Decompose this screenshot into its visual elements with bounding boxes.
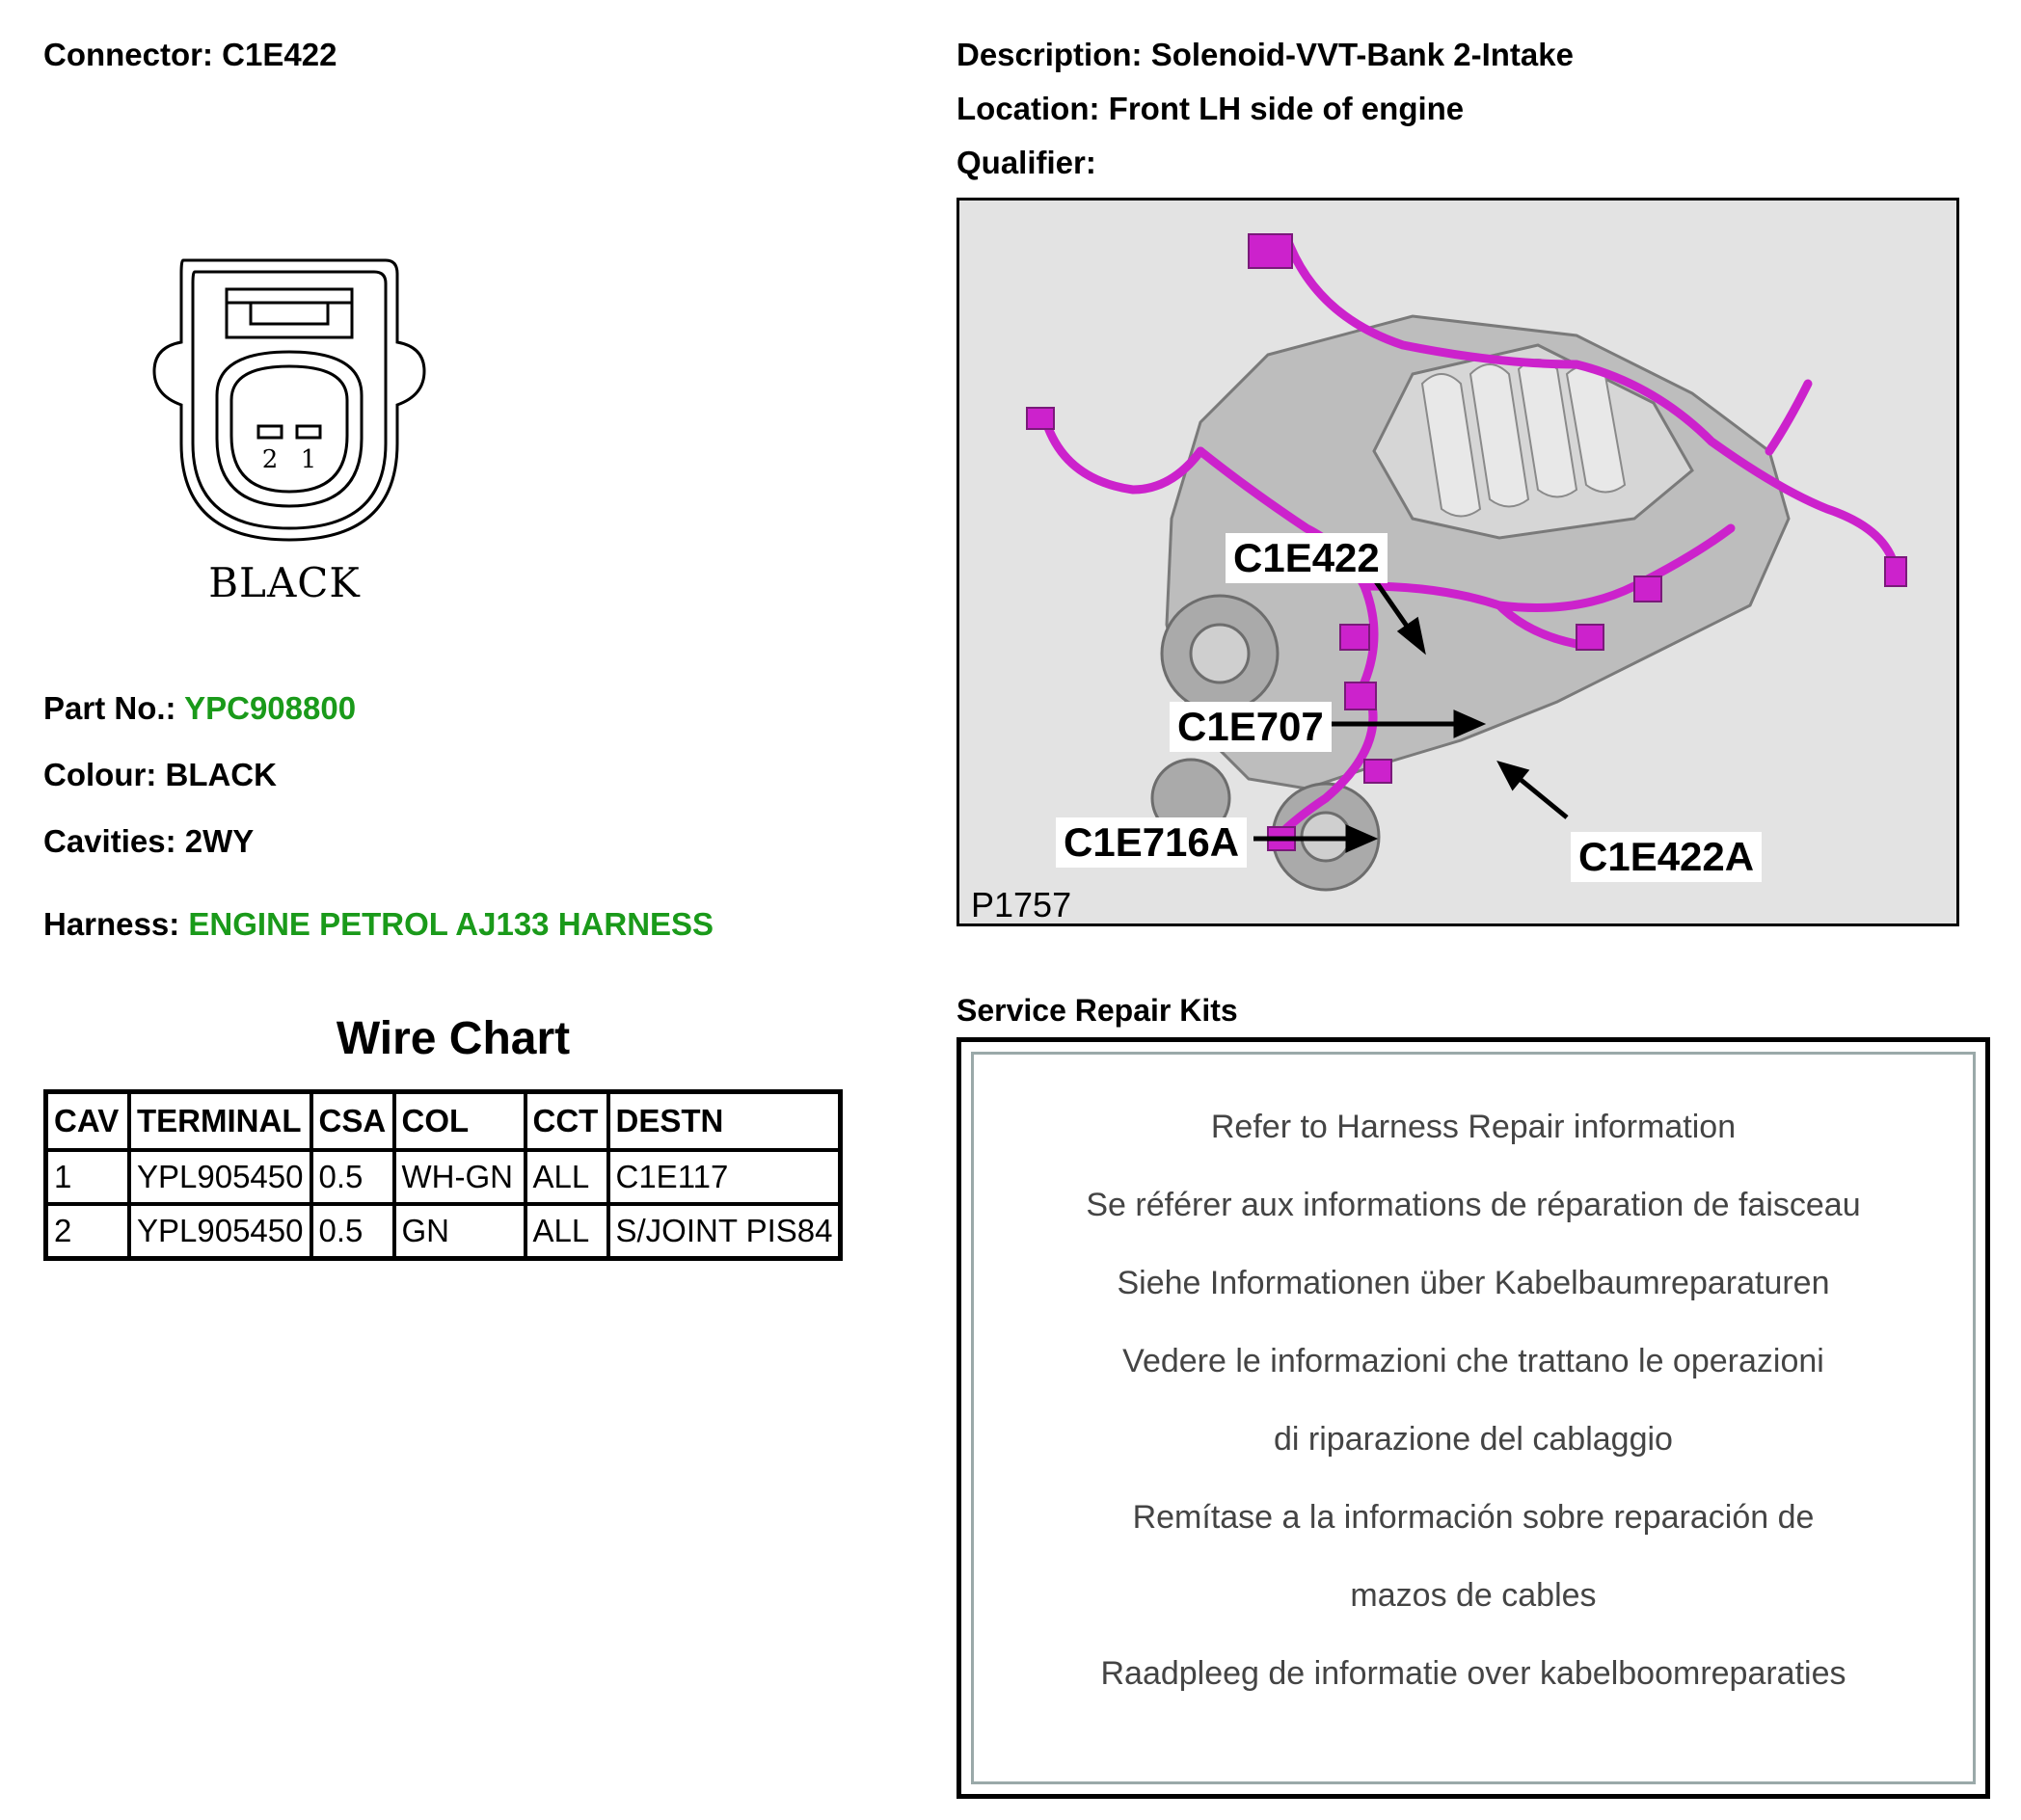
pin-2-number: 2 bbox=[261, 445, 279, 474]
table-row bbox=[46, 1150, 841, 1204]
service-repair-kits-box bbox=[957, 1037, 1990, 1799]
repair-line: Vedere le informazioni che trattano le operazioni bbox=[1122, 1343, 1824, 1379]
location-value: Front LH side of engine bbox=[1108, 91, 1465, 126]
callout-c1e716a: C1E716A bbox=[1056, 817, 1247, 868]
wire-chart-title: Wire Chart bbox=[336, 1013, 571, 1064]
location-label: Location: bbox=[957, 91, 1100, 126]
col-terminal-header: TERMINAL bbox=[129, 1092, 311, 1151]
col-csa-header: CSA bbox=[311, 1092, 394, 1151]
service-repair-kits-inner-border bbox=[971, 1052, 1976, 1784]
repair-line: Siehe Informationen über Kabelbaumreparaturen bbox=[1117, 1265, 1830, 1301]
service-repair-kits-title: Service Repair Kits bbox=[957, 993, 1238, 1028]
cell-cct: ALL bbox=[525, 1150, 608, 1204]
repair-line: Remítase a la información sobre reparación de bbox=[1132, 1499, 1815, 1536]
cell-terminal: YPL905450 bbox=[129, 1204, 311, 1259]
cavities-row bbox=[43, 823, 254, 860]
cavities-label: Cavities: bbox=[43, 823, 176, 859]
qualifier-label: Qualifier: bbox=[957, 145, 1096, 180]
repair-line: Raadpleeg de informatie over kabelboomreparaties bbox=[1100, 1655, 1846, 1692]
location-heading bbox=[957, 91, 1464, 127]
cell-terminal: YPL905450 bbox=[129, 1150, 311, 1204]
cell-destn: C1E117 bbox=[608, 1150, 841, 1204]
cavities-value: 2WY bbox=[184, 823, 255, 859]
description-value: Solenoid-VVT-Bank 2-Intake bbox=[1150, 37, 1574, 72]
pin-1-number: 1 bbox=[300, 445, 317, 474]
cell-cct: ALL bbox=[525, 1204, 608, 1259]
wire-chart-table bbox=[43, 1089, 843, 1261]
cell-col: WH-GN bbox=[394, 1150, 525, 1204]
connector-face-diagram bbox=[145, 251, 434, 559]
colour-row bbox=[43, 757, 277, 793]
cell-destn: S/JOINT PIS84 bbox=[608, 1204, 841, 1259]
table-row bbox=[46, 1204, 841, 1259]
part-no-link[interactable]: YPC908800 bbox=[184, 690, 357, 726]
cell-cav: 2 bbox=[46, 1204, 130, 1259]
engine-location-image bbox=[957, 198, 1959, 926]
colour-label: Colour: bbox=[43, 757, 157, 792]
engine-illustration bbox=[959, 201, 1956, 923]
connector-value: C1E422 bbox=[222, 37, 337, 72]
part-no-label: Part No.: bbox=[43, 690, 176, 726]
col-cct-header: CCT bbox=[525, 1092, 608, 1151]
col-destn-header: DESTN bbox=[608, 1092, 841, 1151]
callout-c1e422: C1E422 bbox=[1226, 533, 1388, 583]
part-no-row bbox=[43, 690, 356, 727]
cell-cav: 1 bbox=[46, 1150, 130, 1204]
callout-c1e422a: C1E422A bbox=[1571, 832, 1762, 882]
repair-line: di riparazione del cablaggio bbox=[1274, 1421, 1673, 1458]
repair-line: mazos de cables bbox=[1350, 1577, 1597, 1614]
harness-link[interactable]: ENGINE PETROL AJ133 HARNESS bbox=[188, 906, 714, 942]
col-col-header: COL bbox=[394, 1092, 525, 1151]
colour-value: BLACK bbox=[165, 757, 277, 792]
harness-label: Harness: bbox=[43, 906, 180, 942]
connector-label: Connector: bbox=[43, 37, 213, 72]
connector-heading bbox=[43, 37, 337, 73]
harness-row bbox=[43, 906, 714, 943]
description-label: Description: bbox=[957, 37, 1143, 72]
cell-csa: 0.5 bbox=[311, 1150, 394, 1204]
qualifier-heading bbox=[957, 145, 1096, 181]
repair-line: Se référer aux informations de réparation de faisceau bbox=[1086, 1187, 1861, 1223]
image-reference-code: P1757 bbox=[971, 885, 1072, 924]
connector-color-label: BLACK bbox=[208, 559, 361, 606]
description-heading bbox=[957, 37, 1574, 73]
cell-col: GN bbox=[394, 1204, 525, 1259]
cell-csa: 0.5 bbox=[311, 1204, 394, 1259]
callout-c1e707: C1E707 bbox=[1170, 702, 1332, 752]
repair-line: Refer to Harness Repair information bbox=[1210, 1109, 1737, 1145]
col-cav-header: CAV bbox=[46, 1092, 130, 1151]
wire-chart-header-row bbox=[46, 1092, 841, 1151]
